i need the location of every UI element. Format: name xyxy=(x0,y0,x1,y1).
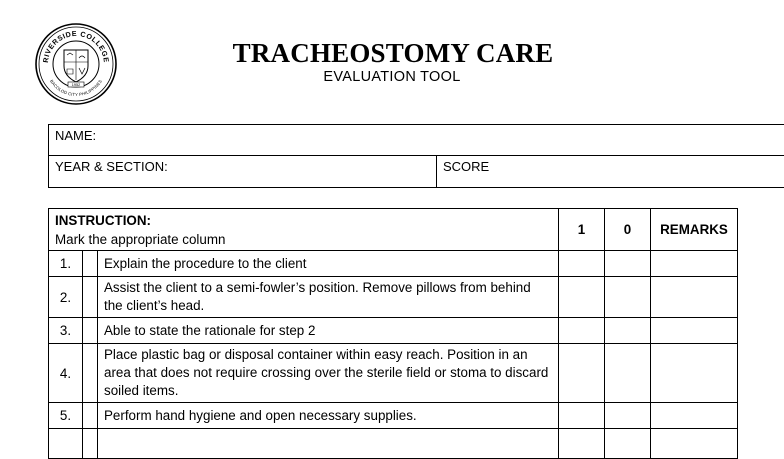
instruction-text: Mark the appropriate column xyxy=(55,232,226,247)
name-field[interactable] xyxy=(49,125,784,156)
score-1-cell[interactable] xyxy=(559,277,605,318)
remarks-cell[interactable] xyxy=(651,251,738,277)
check-cell[interactable] xyxy=(83,344,98,403)
remarks-cell[interactable] xyxy=(651,277,738,318)
score-0-cell[interactable] xyxy=(605,318,651,344)
step-number: 1. xyxy=(49,251,83,277)
step-text: Perform hand hygiene and open necessary supplies. xyxy=(98,403,559,429)
check-cell[interactable] xyxy=(83,403,98,429)
seal-year: 1952 xyxy=(71,83,81,87)
table-row xyxy=(49,318,778,344)
check-cell[interactable] xyxy=(83,277,98,318)
table-row xyxy=(49,251,778,277)
instruction-cell xyxy=(49,209,559,251)
table-row xyxy=(49,403,778,429)
step-text: Able to state the rationale for step 2 xyxy=(98,318,559,344)
column-header-0: 0 xyxy=(605,209,651,251)
table-row xyxy=(49,344,778,403)
step-number: 5. xyxy=(49,403,83,429)
step-text: Assist the client to a semi-fowler’s position. Remove pillows from behind the client’s head. xyxy=(98,277,559,318)
page-title: TRACHEOSTOMY CARE xyxy=(232,38,554,68)
column-header-1: 1 xyxy=(559,209,605,251)
seal-text-bottom: BACOLOD CITY PHILIPPINES xyxy=(49,78,103,98)
score-label: SCORE xyxy=(443,159,490,174)
step-number: 4. xyxy=(49,344,83,403)
table-header-row xyxy=(49,209,778,251)
score-0-cell[interactable] xyxy=(605,429,651,459)
score-0-cell[interactable] xyxy=(605,251,651,277)
evaluation-table xyxy=(48,208,778,459)
step-text: Explain the procedure to the client xyxy=(98,251,559,277)
step-number: 3. xyxy=(49,318,83,344)
remarks-cell[interactable] xyxy=(651,403,738,429)
score-1-cell[interactable] xyxy=(559,344,605,403)
remarks-cell[interactable] xyxy=(651,318,738,344)
score-1-cell[interactable] xyxy=(559,429,605,459)
student-info-box xyxy=(48,124,784,188)
step-number: 2. xyxy=(49,277,83,318)
year-section-label: YEAR & SECTION: xyxy=(55,159,168,174)
score-1-cell[interactable] xyxy=(559,403,605,429)
score-1-cell[interactable] xyxy=(559,318,605,344)
step-text xyxy=(98,429,559,459)
name-label: NAME: xyxy=(55,128,97,143)
check-cell[interactable] xyxy=(83,251,98,277)
check-cell[interactable] xyxy=(83,429,98,459)
step-text: Place plastic bag or disposal container within easy reach. Position in an area that does not require crossing over the sterile field or stoma to discard soiled items. xyxy=(98,344,559,403)
remarks-cell[interactable] xyxy=(651,344,738,403)
score-1-cell[interactable] xyxy=(559,251,605,277)
score-0-cell[interactable] xyxy=(605,344,651,403)
seal-text-top: RIVERSIDE COLLEGE xyxy=(40,28,112,64)
info-divider xyxy=(436,156,437,188)
score-0-cell[interactable] xyxy=(605,403,651,429)
score-0-cell[interactable] xyxy=(605,277,651,318)
step-number xyxy=(49,429,83,459)
table-row xyxy=(49,277,778,318)
check-cell[interactable] xyxy=(83,318,98,344)
column-header-remarks: REMARKS xyxy=(651,209,738,251)
table-row xyxy=(49,429,778,459)
page-subtitle: EVALUATION TOOL xyxy=(323,69,461,85)
instruction-label: INSTRUCTION: xyxy=(55,213,151,228)
remarks-cell[interactable] xyxy=(651,429,738,459)
